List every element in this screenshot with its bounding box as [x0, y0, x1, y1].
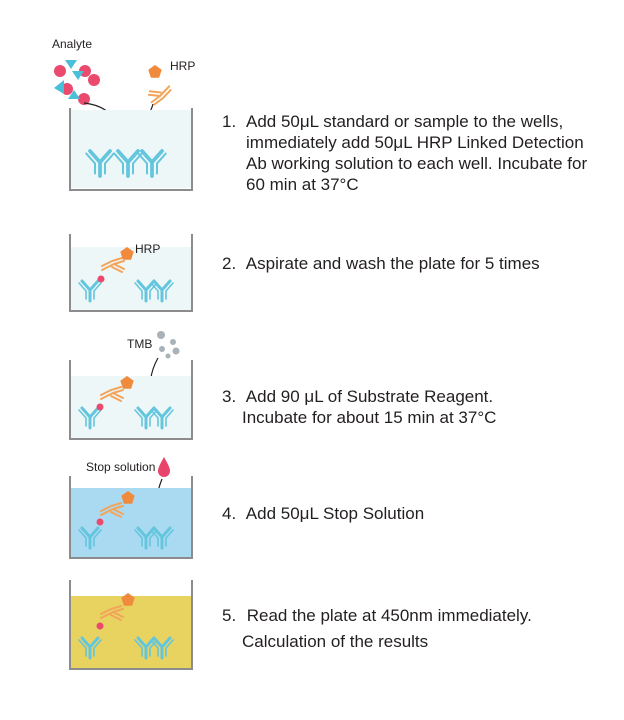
step-1-number: 1. — [222, 112, 237, 131]
step-5-line1: Read the plate at 450nm immediately. — [246, 606, 532, 625]
step1-illustration — [54, 60, 192, 190]
well-4 — [70, 476, 192, 558]
tmb-label: TMB — [127, 337, 153, 351]
step-2-number: 2. — [222, 254, 237, 273]
step-4-number: 4. — [222, 504, 237, 523]
well-1 — [70, 108, 192, 190]
step-5-number: 5. — [222, 606, 237, 625]
detection-antibody-icon — [148, 84, 173, 105]
hrp-label: HRP — [170, 59, 196, 73]
hrp-icon — [148, 65, 161, 78]
step-3-text — [222, 386, 496, 428]
step-4-description: Add 50μL Stop Solution — [245, 504, 425, 523]
step-3-number: 3. — [222, 387, 237, 406]
step-5-line2: Calculation of the results — [242, 632, 429, 651]
step2-illustration — [70, 234, 192, 311]
well-2 — [70, 234, 192, 311]
stop-solution-drop-icon — [158, 457, 170, 477]
step-2-description: Aspirate and wash the plate for 5 times — [245, 254, 540, 273]
step-4-text — [222, 503, 424, 524]
step-1-description: Add 50μL standard or sample to the wells, immediately add 50μL HRP Linked Detection Ab working solution to each well. Incubate for 60 min at 37°C — [246, 112, 588, 194]
step-2-text — [222, 253, 540, 274]
step-3-line1: Add 90 μL of Substrate Reagent. — [245, 387, 494, 406]
step-1-text — [222, 111, 602, 195]
tmb-dots — [157, 331, 180, 359]
step-5-text — [222, 603, 532, 655]
well-3 — [70, 360, 192, 439]
well-5 — [70, 580, 192, 669]
step-3-line2: Incubate for about 15 min at 37°C — [242, 408, 497, 427]
analyte-cluster — [54, 60, 100, 105]
step5-illustration — [70, 580, 192, 669]
hrp-label-step2: HRP — [135, 242, 161, 256]
analyte-label: Analyte — [52, 37, 93, 51]
stop-solution-label: Stop solution — [86, 460, 156, 474]
